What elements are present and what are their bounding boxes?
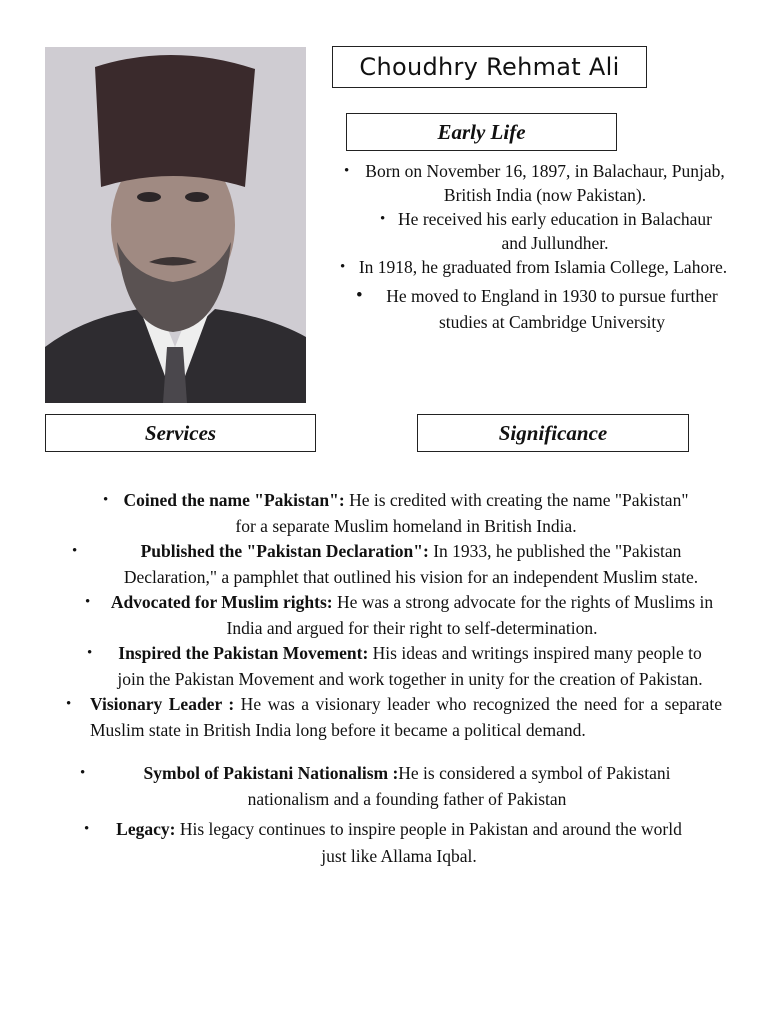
title-box: [332, 46, 647, 88]
services-heading: Services: [144, 420, 217, 445]
list-item: • Symbol of Pakistani Nationalism :He is considered a symbol of Pakistani nationalism and a founding father of Pakistan: [80, 763, 671, 809]
list-item: • In 1918, he graduated from Islamia College, Lahore.: [340, 257, 728, 277]
bullet-icon: •: [340, 259, 346, 275]
services-list: [56, 488, 726, 870]
list-item: • Inspired the Pakistan Movement: His ideas and writings inspired many people to join the Pakistan Movement and work together in unity for the creation of Pakistan.: [87, 643, 703, 689]
list-item: • Advocated for Muslim rights: He was a strong advocate for the rights of Muslims in India and argued for their right to self-determination.: [85, 592, 714, 638]
portrait-photo: [45, 47, 306, 403]
bullet-icon: •: [344, 163, 350, 179]
list-item: • Coined the name "Pakistan": He is credited with creating the name "Pakistan" for a separate Muslim homeland in British India.: [103, 490, 689, 536]
significance-heading: Significance: [498, 420, 608, 445]
bullet-icon: •: [103, 492, 109, 508]
page-title: Choudhry Rehmat Ali: [359, 53, 620, 81]
list-item: • He moved to England in 1930 to pursue further studies at Cambridge University: [356, 285, 718, 332]
bullet-icon: •: [80, 765, 86, 781]
services-heading-box: [45, 414, 316, 452]
bullet-icon: •: [356, 285, 363, 306]
list-item: • He received his early education in Balachaur and Jullundher.: [380, 209, 712, 253]
bullet-icon: •: [85, 594, 91, 610]
list-item: • Visionary Leader : He was a visionary leader who recognized the need for a separate Muslim state in British India long before it became a political demand.: [66, 694, 722, 740]
bullet-icon: •: [84, 821, 90, 837]
early-life-heading-box: [346, 113, 617, 151]
early-life-list: [336, 159, 728, 335]
list-item: • Legacy: His legacy continues to inspire people in Pakistan and around the world just like Allama Iqbal.: [56, 816, 726, 870]
list-item: • Published the "Pakistan Declaration": In 1933, he published the "Pakistan Declaration," a pamphlet that outlined his vision for an independent Muslim state.: [72, 541, 699, 587]
bullet-icon: •: [380, 211, 386, 227]
bullet-icon: •: [87, 645, 93, 661]
bullet-icon: •: [72, 543, 78, 559]
list-item: • Born on November 16, 1897, in Balachaur, Punjab, British India (now Pakistan).: [344, 161, 725, 205]
significance-heading-box: [417, 414, 689, 452]
bullet-icon: •: [66, 696, 72, 712]
early-life-heading: Early Life: [437, 119, 526, 144]
